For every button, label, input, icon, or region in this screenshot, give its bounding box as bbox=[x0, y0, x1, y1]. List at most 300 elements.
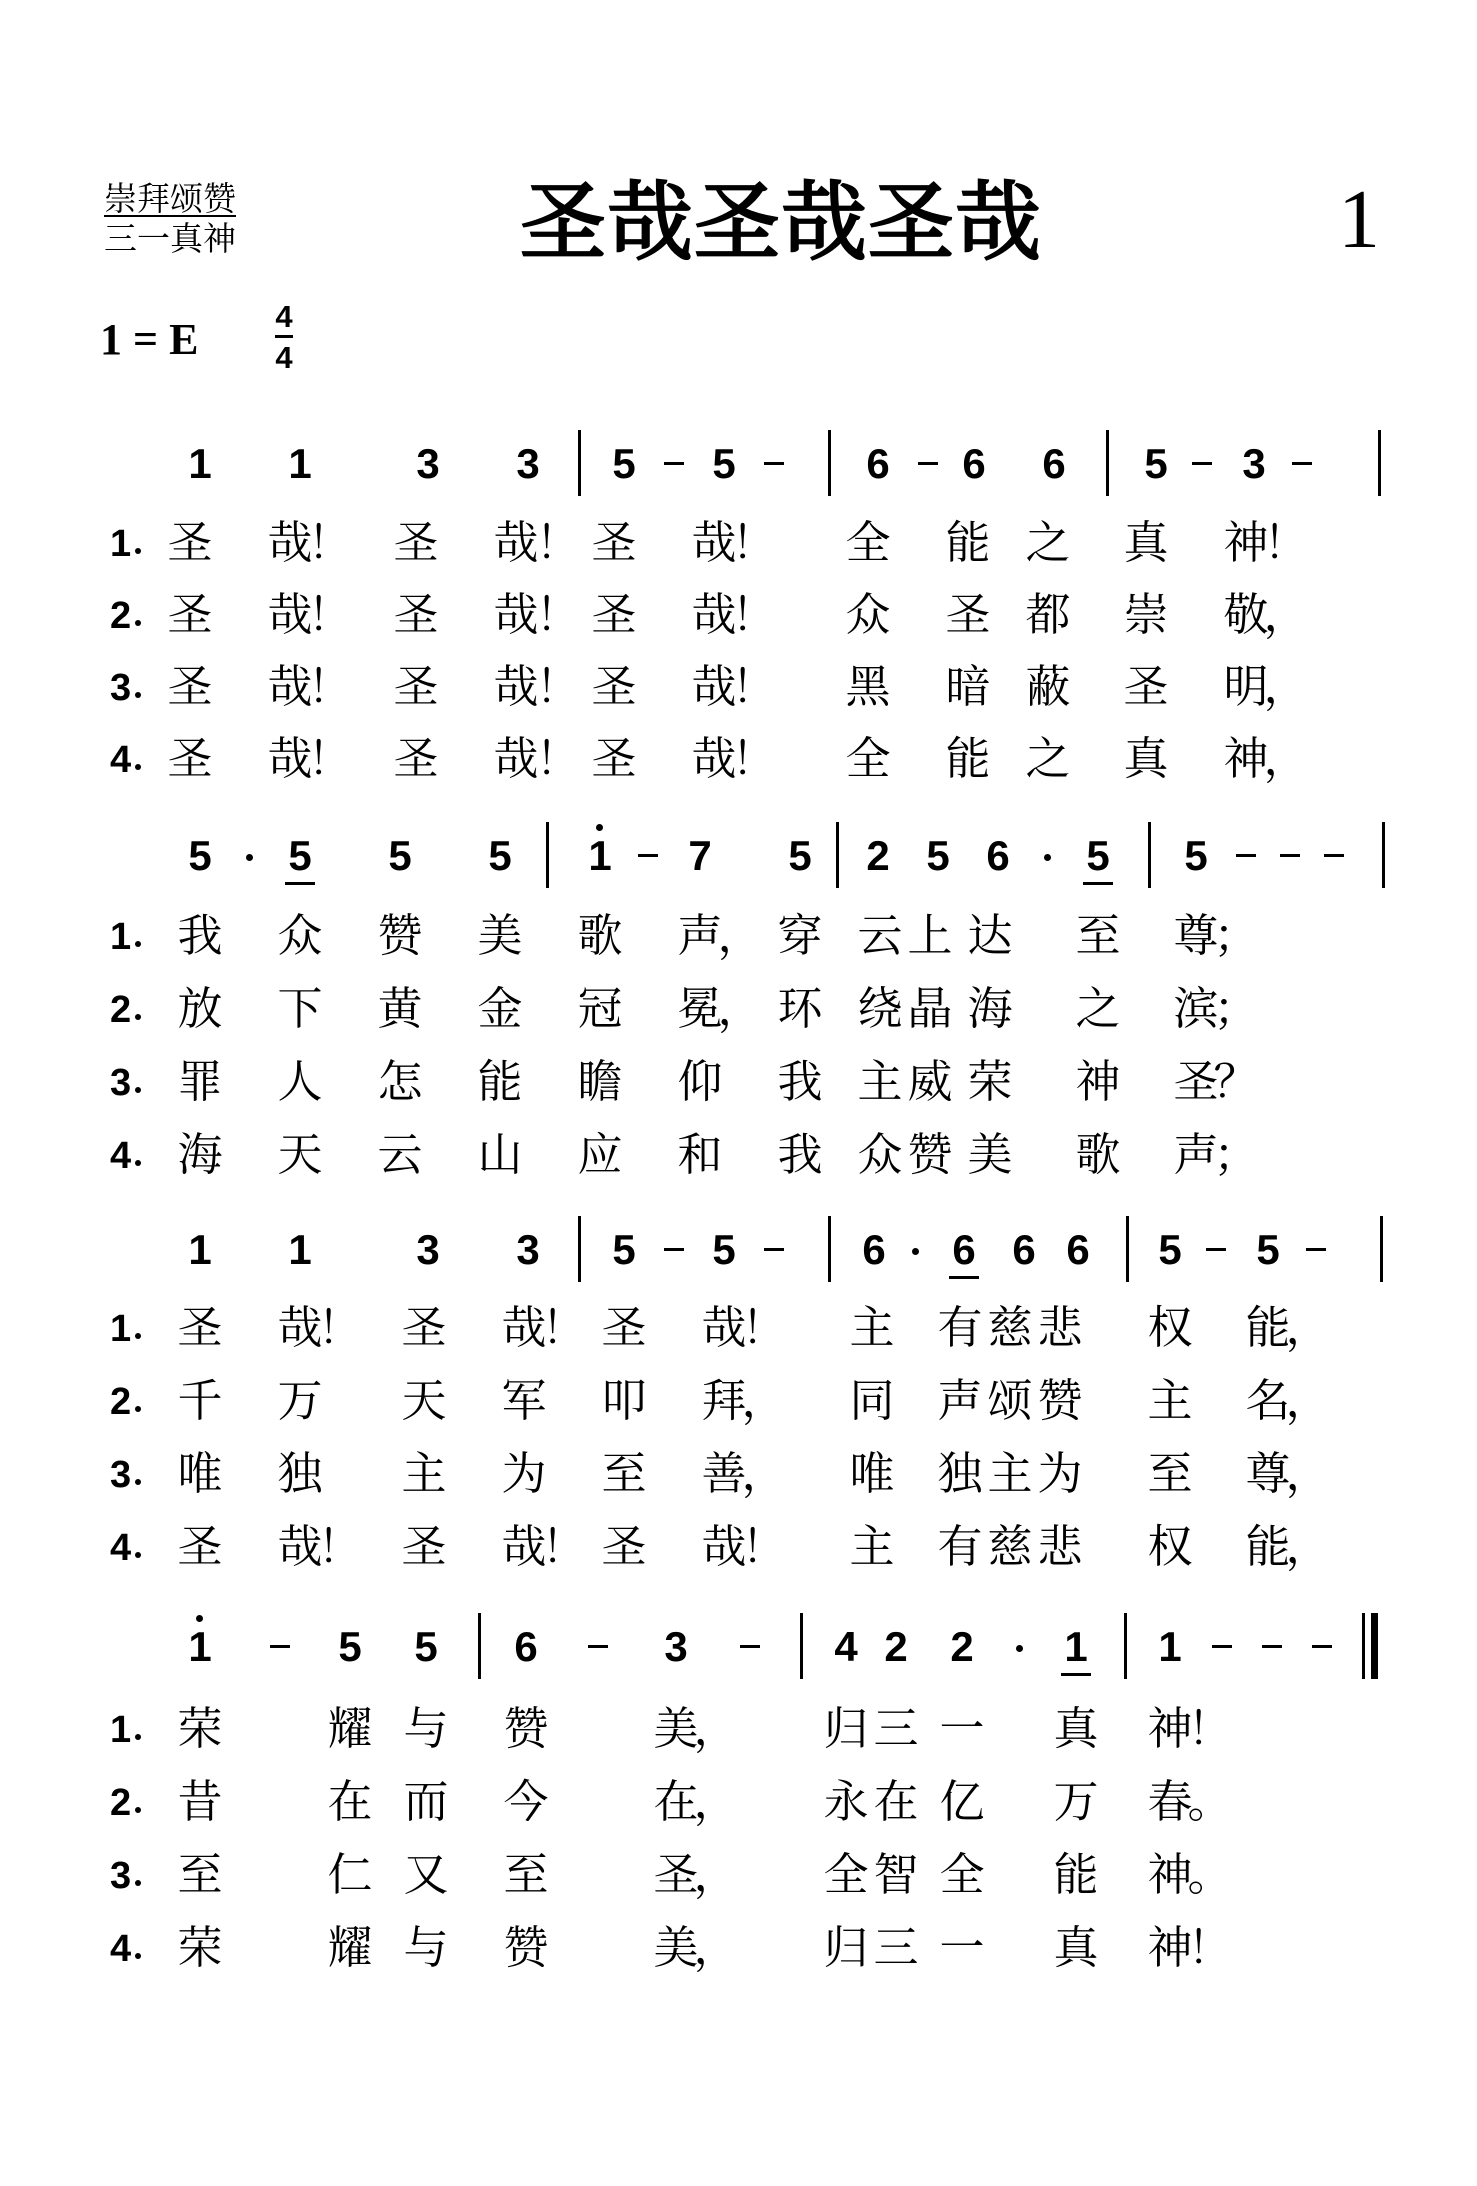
lyric: ！ bbox=[1187, 1702, 1233, 1755]
lyric: 同 bbox=[849, 1374, 895, 1427]
lyric: 至 bbox=[601, 1447, 647, 1500]
lyric: ！ bbox=[317, 1520, 363, 1573]
lyric: 达 bbox=[967, 909, 1013, 962]
lyric: 能 bbox=[1245, 1301, 1291, 1354]
note: 5 bbox=[1184, 832, 1208, 879]
lyric: 声 bbox=[937, 1374, 983, 1427]
verse-number: 4 bbox=[110, 739, 132, 781]
lyric: ， bbox=[693, 1921, 739, 1974]
lyric: 赞 bbox=[377, 909, 423, 962]
lyric: ！ bbox=[731, 732, 777, 785]
lyric: 之 bbox=[1025, 516, 1071, 569]
note: 5 bbox=[1144, 440, 1168, 487]
lyric: 人 bbox=[277, 1055, 323, 1108]
lyric: ！ bbox=[307, 588, 353, 641]
lyric: 至 bbox=[177, 1848, 223, 1901]
underline bbox=[1061, 1673, 1091, 1676]
verse-number: 4 bbox=[110, 1527, 132, 1569]
lyric: 唯 bbox=[849, 1447, 895, 1500]
lyric: 能 bbox=[945, 732, 991, 785]
lyric: 哉 bbox=[493, 588, 539, 641]
lyric: 哉 bbox=[501, 1520, 547, 1573]
lyric: 众 bbox=[857, 1128, 903, 1181]
lyric: 圣 bbox=[591, 516, 637, 569]
lyric: 神 bbox=[1075, 1055, 1121, 1108]
lyric: ！ bbox=[307, 516, 353, 569]
lyric: 而 bbox=[403, 1775, 449, 1828]
barline bbox=[578, 430, 581, 496]
lyric: ， bbox=[693, 1775, 739, 1828]
lyric: 蔽 bbox=[1025, 660, 1071, 713]
lyric: 美 bbox=[653, 1702, 699, 1755]
lyric: 圣 bbox=[167, 660, 213, 713]
lyric: 在 bbox=[653, 1775, 699, 1828]
lyric: 神 bbox=[1147, 1702, 1193, 1755]
note: 3 bbox=[664, 1623, 688, 1670]
lyric: 我 bbox=[777, 1055, 823, 1108]
dash bbox=[764, 1248, 784, 1251]
note: 5 bbox=[926, 832, 950, 879]
lyric: 善 bbox=[701, 1447, 747, 1500]
note: 3 bbox=[416, 440, 440, 487]
verse-number: 3 bbox=[110, 1454, 132, 1496]
lyric: 一 bbox=[939, 1702, 985, 1755]
lyric: 全 bbox=[845, 516, 891, 569]
lyric: 哉 bbox=[691, 732, 737, 785]
key-signature: 1 = E bbox=[100, 315, 199, 364]
lyric: 赞 bbox=[503, 1921, 549, 1974]
lyric: 哉 bbox=[493, 732, 539, 785]
lyric: 主 bbox=[987, 1447, 1033, 1500]
lyric: 赞 bbox=[907, 1128, 953, 1181]
lyric: 圣 bbox=[1123, 660, 1169, 713]
barline bbox=[1378, 430, 1381, 496]
verse-number: 2 bbox=[110, 595, 132, 637]
note: 5 bbox=[612, 440, 636, 487]
verse-number: 1 bbox=[110, 916, 132, 958]
lyric: 悲 bbox=[1037, 1301, 1083, 1354]
lyric: 滨 bbox=[1173, 982, 1219, 1035]
lyric: ！ bbox=[535, 516, 581, 569]
lyric: 能 bbox=[477, 1055, 523, 1108]
lyric: 名 bbox=[1245, 1374, 1291, 1427]
lyric: 为 bbox=[1037, 1447, 1083, 1500]
lyric: ； bbox=[1213, 1128, 1259, 1181]
lyric: 美 bbox=[653, 1921, 699, 1974]
lyric: 哉 bbox=[691, 660, 737, 713]
lyric: 海 bbox=[177, 1128, 223, 1181]
lyric: 能 bbox=[1053, 1848, 1099, 1901]
lyric: 哉 bbox=[701, 1301, 747, 1354]
note: 5 bbox=[612, 1226, 636, 1273]
lyric: 军 bbox=[501, 1374, 547, 1427]
lyric: 在 bbox=[327, 1775, 373, 1828]
lyric: 慈 bbox=[987, 1301, 1033, 1354]
verse-number: 3 bbox=[110, 1062, 132, 1104]
note: 6 bbox=[514, 1623, 538, 1670]
lyric: 能 bbox=[945, 516, 991, 569]
lyric: 云 bbox=[377, 1128, 423, 1181]
lyric: 有 bbox=[937, 1520, 983, 1573]
lyric: 独 bbox=[937, 1447, 983, 1500]
verse-number: 1 bbox=[110, 523, 132, 565]
lyric: 哉 bbox=[493, 516, 539, 569]
lyric: 与 bbox=[403, 1702, 449, 1755]
lyric: 圣 bbox=[1173, 1055, 1219, 1108]
lyric: 绕 bbox=[857, 982, 903, 1035]
barline bbox=[836, 822, 839, 888]
lyric: ！ bbox=[307, 732, 353, 785]
dash bbox=[1192, 462, 1212, 465]
lyric: 荣 bbox=[967, 1055, 1013, 1108]
lyric: 全 bbox=[845, 732, 891, 785]
lyric: ！ bbox=[535, 588, 581, 641]
lyric: ！ bbox=[741, 1301, 787, 1354]
note: 1 bbox=[1158, 1623, 1182, 1670]
lyric: ， bbox=[693, 1702, 739, 1755]
lyric: 哉 bbox=[277, 1520, 323, 1573]
lyric: 之 bbox=[1025, 732, 1071, 785]
verse-number: 3 bbox=[110, 667, 132, 709]
note: 6 bbox=[1066, 1226, 1090, 1273]
lyric: 圣 bbox=[601, 1301, 647, 1354]
lyric: 至 bbox=[1075, 909, 1121, 962]
subcategory-label: 三一真神 bbox=[104, 219, 236, 258]
note: 2 bbox=[866, 832, 890, 879]
lyric: ， bbox=[1263, 660, 1309, 713]
lyric: 荣 bbox=[177, 1702, 223, 1755]
barline bbox=[578, 1216, 581, 1282]
lyric: 耀 bbox=[327, 1921, 373, 1974]
lyric: 赞 bbox=[1037, 1374, 1083, 1427]
lyric: 崇 bbox=[1123, 588, 1169, 641]
note: 5 bbox=[488, 832, 512, 879]
lyric: 下 bbox=[277, 982, 323, 1035]
lyric: 圣 bbox=[945, 588, 991, 641]
note: 4 bbox=[834, 1623, 858, 1670]
lyric: 在 bbox=[873, 1775, 919, 1828]
lyric: 哉 bbox=[277, 1301, 323, 1354]
note: 6 bbox=[1042, 440, 1066, 487]
lyric: 真 bbox=[1053, 1702, 1099, 1755]
lyric: 千 bbox=[177, 1374, 223, 1427]
lyric: ， bbox=[1285, 1447, 1331, 1500]
lyric: 敬 bbox=[1223, 588, 1269, 641]
lyric: ！ bbox=[731, 516, 777, 569]
lyric: 圣 bbox=[177, 1301, 223, 1354]
lyric: 慈 bbox=[987, 1520, 1033, 1573]
lyric: 我 bbox=[777, 1128, 823, 1181]
note: 6 bbox=[1012, 1226, 1036, 1273]
lyric: 又 bbox=[403, 1848, 449, 1901]
lyric: 暗 bbox=[945, 660, 991, 713]
dash bbox=[1206, 1248, 1226, 1251]
dash bbox=[638, 854, 658, 857]
lyric: 仁 bbox=[327, 1848, 373, 1901]
lyric: 冕 bbox=[677, 982, 723, 1035]
lyric: 罪 bbox=[177, 1055, 223, 1108]
lyric: 昔 bbox=[177, 1775, 223, 1828]
lyric: 归 bbox=[823, 1921, 869, 1974]
dash bbox=[1280, 854, 1300, 857]
underline bbox=[285, 882, 315, 885]
barline bbox=[828, 430, 831, 496]
lyric: 我 bbox=[177, 909, 223, 962]
lyric: 哉 bbox=[701, 1520, 747, 1573]
final-barline-thin bbox=[1362, 1613, 1365, 1679]
lyric: 万 bbox=[277, 1374, 323, 1427]
note: 5 bbox=[288, 832, 312, 879]
lyric: ， bbox=[741, 1447, 787, 1500]
barline bbox=[546, 822, 549, 888]
barline bbox=[1382, 822, 1385, 888]
dash bbox=[918, 462, 938, 465]
page-title: 圣哉圣哉圣哉 bbox=[520, 173, 1042, 273]
lyric: 众 bbox=[277, 909, 323, 962]
lyric: ， bbox=[741, 1374, 787, 1427]
lyric: 应 bbox=[577, 1128, 623, 1181]
lyric: 至 bbox=[503, 1848, 549, 1901]
verse-number: 3 bbox=[110, 1855, 132, 1897]
note: 7 bbox=[688, 832, 712, 879]
note: 5 bbox=[1086, 832, 1110, 879]
lyric: 金 bbox=[477, 982, 523, 1035]
verse-number: 2 bbox=[110, 989, 132, 1031]
lyric: 仰 bbox=[677, 1055, 723, 1108]
dash bbox=[270, 1645, 290, 1648]
lyric: 唯 bbox=[177, 1447, 223, 1500]
lyric: 与 bbox=[403, 1921, 449, 1974]
lyric: 三 bbox=[873, 1702, 919, 1755]
octave-dot bbox=[596, 824, 603, 831]
lyric: 怎 bbox=[377, 1055, 423, 1108]
dash bbox=[1212, 1645, 1232, 1648]
lyric: 山 bbox=[477, 1128, 523, 1181]
note: 5 bbox=[1158, 1226, 1182, 1273]
lyric: 神 bbox=[1223, 516, 1269, 569]
barline bbox=[1124, 1613, 1127, 1679]
lyric: 冠 bbox=[577, 982, 623, 1035]
lyric: 黄 bbox=[377, 982, 423, 1035]
lyric: 主 bbox=[857, 1055, 903, 1108]
lyric: ！ bbox=[541, 1520, 587, 1573]
lyric: 穿 bbox=[777, 909, 823, 962]
lyric: 圣 bbox=[167, 732, 213, 785]
lyric: 明 bbox=[1223, 660, 1269, 713]
lyric: 圣 bbox=[393, 588, 439, 641]
lyric: 亿 bbox=[939, 1775, 985, 1828]
lyric: 海 bbox=[967, 982, 1013, 1035]
lyric: 主 bbox=[1147, 1374, 1193, 1427]
lyric: 主 bbox=[849, 1301, 895, 1354]
lyric: 瞻 bbox=[577, 1055, 623, 1108]
dash bbox=[1292, 462, 1312, 465]
verse-number: 2 bbox=[110, 1381, 132, 1423]
lyric: 和 bbox=[677, 1128, 723, 1181]
note: 5 bbox=[712, 440, 736, 487]
verse-number: 4 bbox=[110, 1135, 132, 1177]
lyric: 圣 bbox=[591, 732, 637, 785]
lyric: ， bbox=[717, 909, 763, 962]
note: 3 bbox=[416, 1226, 440, 1273]
hymn-number: 1 bbox=[1338, 173, 1380, 266]
lyric: ！ bbox=[535, 732, 581, 785]
lyric: ！ bbox=[731, 660, 777, 713]
note: 3 bbox=[1242, 440, 1266, 487]
lyric: ！ bbox=[307, 660, 353, 713]
lyric: 哉 bbox=[267, 660, 313, 713]
lyric: 全 bbox=[939, 1848, 985, 1901]
lyric: ， bbox=[1285, 1374, 1331, 1427]
barline bbox=[478, 1613, 481, 1679]
underline bbox=[949, 1276, 979, 1279]
lyric: 叩 bbox=[601, 1374, 647, 1427]
lyric: 哉 bbox=[501, 1301, 547, 1354]
lyric: 权 bbox=[1147, 1301, 1193, 1354]
lyric: 众 bbox=[845, 588, 891, 641]
lyric: 尊 bbox=[1245, 1447, 1291, 1500]
lyric: 春 bbox=[1147, 1775, 1193, 1828]
note: 2 bbox=[950, 1623, 974, 1670]
note: 6 bbox=[962, 440, 986, 487]
dash bbox=[1262, 1645, 1282, 1648]
lyric: 黑 bbox=[845, 660, 891, 713]
lyric: 主 bbox=[849, 1520, 895, 1573]
lyric: ？ bbox=[1213, 1055, 1259, 1108]
lyric: 环 bbox=[777, 982, 823, 1035]
lyric: 天 bbox=[401, 1374, 447, 1427]
note: 1 bbox=[288, 440, 312, 487]
lyric: 圣 bbox=[167, 588, 213, 641]
lyric: 万 bbox=[1053, 1775, 1099, 1828]
lyric: 真 bbox=[1053, 1921, 1099, 1974]
lyric: 圣 bbox=[591, 660, 637, 713]
barline bbox=[1106, 430, 1109, 496]
lyric: 永 bbox=[823, 1775, 869, 1828]
verse-number: 1 bbox=[110, 1308, 132, 1350]
lyric: 圣 bbox=[393, 660, 439, 713]
lyric: ， bbox=[717, 982, 763, 1035]
verse-number: 1 bbox=[110, 1709, 132, 1751]
dash bbox=[1306, 1248, 1326, 1251]
verse-number: 2 bbox=[110, 1782, 132, 1824]
lyric: 神 bbox=[1223, 732, 1269, 785]
note: 6 bbox=[952, 1226, 976, 1273]
lyric: ， bbox=[693, 1848, 739, 1901]
lyric: 全 bbox=[823, 1848, 869, 1901]
lyric: 至 bbox=[1147, 1447, 1193, 1500]
lyric: 上 bbox=[907, 909, 953, 962]
lyric: 哉 bbox=[493, 660, 539, 713]
lyric: 圣 bbox=[401, 1301, 447, 1354]
note: 5 bbox=[712, 1226, 736, 1273]
note: 5 bbox=[338, 1623, 362, 1670]
barline bbox=[1148, 822, 1151, 888]
lyric: 为 bbox=[501, 1447, 547, 1500]
lyric: ， bbox=[1285, 1520, 1331, 1573]
lyric: 天 bbox=[277, 1128, 323, 1181]
lyric: 圣 bbox=[653, 1848, 699, 1901]
lyric: 智 bbox=[873, 1848, 919, 1901]
lyric: 赞 bbox=[503, 1702, 549, 1755]
barline bbox=[1380, 1216, 1383, 1282]
note: 6 bbox=[986, 832, 1010, 879]
lyric: 哉 bbox=[267, 516, 313, 569]
lyric: ！ bbox=[731, 588, 777, 641]
final-barline-thick bbox=[1371, 1613, 1378, 1679]
lyric: 圣 bbox=[167, 516, 213, 569]
lyric: ！ bbox=[741, 1520, 787, 1573]
lyric: 能 bbox=[1245, 1520, 1291, 1573]
note: 6 bbox=[862, 1226, 886, 1273]
note: 1 bbox=[288, 1226, 312, 1273]
barline bbox=[1126, 1216, 1129, 1282]
barline bbox=[800, 1613, 803, 1679]
note: 1 bbox=[188, 440, 212, 487]
lyric: 。 bbox=[1187, 1775, 1233, 1828]
note: 1 bbox=[1064, 1623, 1088, 1670]
lyric: 歌 bbox=[577, 909, 623, 962]
lyric: 独 bbox=[277, 1447, 323, 1500]
lyric: 神 bbox=[1147, 1848, 1193, 1901]
dash bbox=[1312, 1645, 1332, 1648]
underline bbox=[1083, 882, 1113, 885]
verse-number: 4 bbox=[110, 1928, 132, 1970]
lyric: 哉 bbox=[691, 516, 737, 569]
note: 5 bbox=[188, 832, 212, 879]
lyric: 威 bbox=[907, 1055, 953, 1108]
lyric: 归 bbox=[823, 1702, 869, 1755]
dash bbox=[1236, 854, 1256, 857]
lyric: ； bbox=[1213, 909, 1259, 962]
lyric: 真 bbox=[1123, 516, 1169, 569]
lyric: ！ bbox=[317, 1301, 363, 1354]
time-signature-top: 4 bbox=[275, 299, 293, 334]
lyric: 一 bbox=[939, 1921, 985, 1974]
lyric: 圣 bbox=[393, 732, 439, 785]
lyric: ， bbox=[1285, 1301, 1331, 1354]
lyric: 悲 bbox=[1037, 1520, 1083, 1573]
lyric: 圣 bbox=[393, 516, 439, 569]
lyric: 颂 bbox=[987, 1374, 1033, 1427]
dash bbox=[588, 1645, 608, 1648]
note: 1 bbox=[188, 1226, 212, 1273]
lyric: 主 bbox=[401, 1447, 447, 1500]
note: 5 bbox=[388, 832, 412, 879]
dash bbox=[764, 462, 784, 465]
lyric: 哉 bbox=[267, 588, 313, 641]
lyric: 真 bbox=[1123, 732, 1169, 785]
lyric: 哉 bbox=[267, 732, 313, 785]
lyric: 今 bbox=[503, 1775, 549, 1828]
category-label: 崇拜颂赞 bbox=[104, 179, 236, 218]
lyric: ； bbox=[1213, 982, 1259, 1035]
lyric: 放 bbox=[177, 982, 223, 1035]
lyric: 声 bbox=[1173, 1128, 1219, 1181]
lyric: ！ bbox=[1263, 516, 1309, 569]
octave-dot bbox=[196, 1615, 203, 1622]
lyric: 圣 bbox=[601, 1520, 647, 1573]
note: 5 bbox=[788, 832, 812, 879]
lyric: 三 bbox=[873, 1921, 919, 1974]
lyric: 有 bbox=[937, 1301, 983, 1354]
dash bbox=[664, 462, 684, 465]
time-signature-bottom: 4 bbox=[275, 340, 293, 375]
lyric: 。 bbox=[1187, 1848, 1233, 1901]
note: 5 bbox=[1256, 1226, 1280, 1273]
lyric: 声 bbox=[677, 909, 723, 962]
note: 3 bbox=[516, 440, 540, 487]
